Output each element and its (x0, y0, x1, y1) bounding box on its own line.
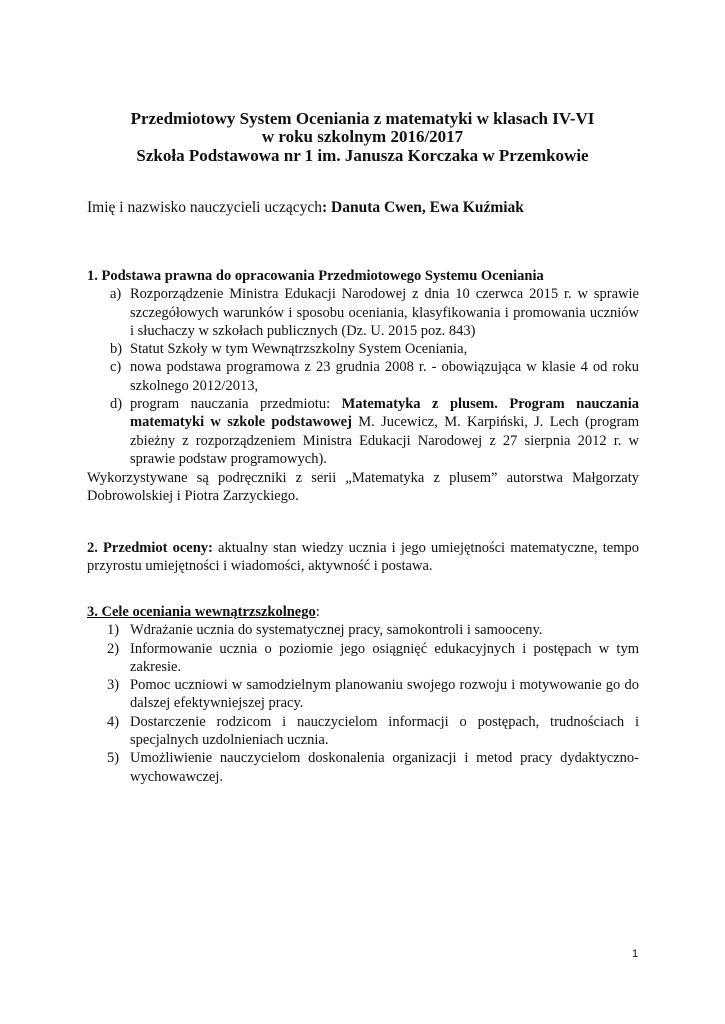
list-item (87, 340, 639, 358)
textbooks-paragraph: Wykorzystywane są podręczniki z serii „Matematyka z plusem” autorstwa Małgorzaty Dobrowolskiej i Piotra Zarzyckiego. (87, 470, 639, 505)
list-item-text-post: M. Jucewicz, M. Karpiński, J. Lech (program zbieżny z rozporządzeniem Ministra Edukacji Narodowej z 27 sierpnia 2012 r. w sprawie podstaw programowych). (130, 414, 639, 467)
page-number: 1 (632, 948, 639, 960)
list-marker: 1) (107, 622, 120, 639)
assessment-goals-list (87, 621, 639, 786)
section-3-colon: : (315, 604, 320, 620)
document-title-line-1: Przedmiotowy System Oceniania z matematyki w klasach IV-VI (130, 109, 595, 128)
list-item (87, 621, 639, 639)
list-item-text: Statut Szkoły w tym Wewnątrzszkolny System Oceniania, (130, 341, 468, 358)
section-2-text: aktualny stan wiedzy ucznia i jego umiejętności matematyczne, tempo przyrostu umiejętności i wiadomości, aktywność i postawa. (87, 540, 639, 575)
list-marker: c) (110, 359, 122, 376)
list-item-text: Informowanie ucznia o poziomie jego osiągnięć edukacyjnych i postępach w tym zakresie. (130, 640, 639, 675)
list-item-text: Umożliwienie nauczycielom doskonalenia organizacji i metod pracy dydaktyczno-wychowawczej. (130, 750, 639, 785)
section-1-heading: 1. Podstawa prawna do opracowania Przedmiotowego Systemu Oceniania (87, 268, 544, 284)
teachers-label: Imię i nazwisko nauczycieli uczących (87, 199, 322, 216)
list-item (87, 640, 639, 677)
list-marker: b) (110, 341, 123, 358)
list-item-text: Pomoc uczniowi w samodzielnym planowaniu swojego rozwoju i motywowanie go do dalszej efektywniejszej pracy. (130, 677, 639, 712)
teachers-colon: : (321, 199, 328, 216)
list-item (87, 358, 639, 395)
list-marker: a) (110, 286, 122, 303)
list-marker: 5) (107, 750, 120, 767)
program-title: Matematyka z plusem. Program nauczania matematyki w szkole podstawowej (130, 396, 639, 431)
list-item (87, 713, 639, 750)
section-assessment-goals (87, 603, 639, 786)
list-marker: 3) (107, 677, 120, 694)
list-item-text: nowa podstawa programowa z 23 grudnia 2008 r. - obowiązująca w klasie 4 od roku szkolnego 2012/2013, (130, 359, 639, 394)
document-title-line-2: w roku szkolnym 2016/2017 (261, 127, 464, 146)
list-item (87, 676, 639, 713)
section-2-heading: 2. Przedmiot oceny: (87, 540, 213, 556)
list-marker: 2) (107, 640, 120, 657)
list-item (87, 749, 639, 786)
section-3-heading-line (87, 603, 639, 621)
list-item-text: Dostarczenie rodzicom i nauczycielom informacji o postępach, trudnościach i specjalnych uzdolnieniach ucznia. (130, 713, 639, 749)
section-legal-basis (87, 267, 639, 468)
teachers-names: Danuta Cwen, Ewa Kuźmiak (327, 199, 524, 216)
section-3-heading: 3. Cele oceniania wewnątrzszkolnego (87, 604, 316, 620)
list-item-text: Rozporządzenie Ministra Edukacji Narodowej z dnia 10 czerwca 2015 r. w sprawie szczegółowych warunków i sposobu oceniania, klasyfikowania i promowania uczniów i słuchaczy w szkołach publicznych (Dz. U. 2015 poz. 843) (130, 286, 639, 339)
list-item-text-pre: program nauczania przedmiotu: (130, 396, 342, 413)
section-subject-of-assessment (87, 539, 639, 576)
teachers-line (87, 199, 524, 217)
legal-basis-list (87, 285, 639, 468)
list-item-text: Wdrażanie ucznia do systematycznej pracy, samokontroli i samooceny. (130, 622, 543, 639)
list-marker: 4) (107, 713, 120, 730)
list-item (87, 395, 639, 468)
list-marker: d) (110, 396, 123, 413)
document-title-line-3: Szkoła Podstawowa nr 1 im. Janusza Korczaka w Przemkowie (136, 146, 589, 165)
list-item (87, 285, 639, 340)
